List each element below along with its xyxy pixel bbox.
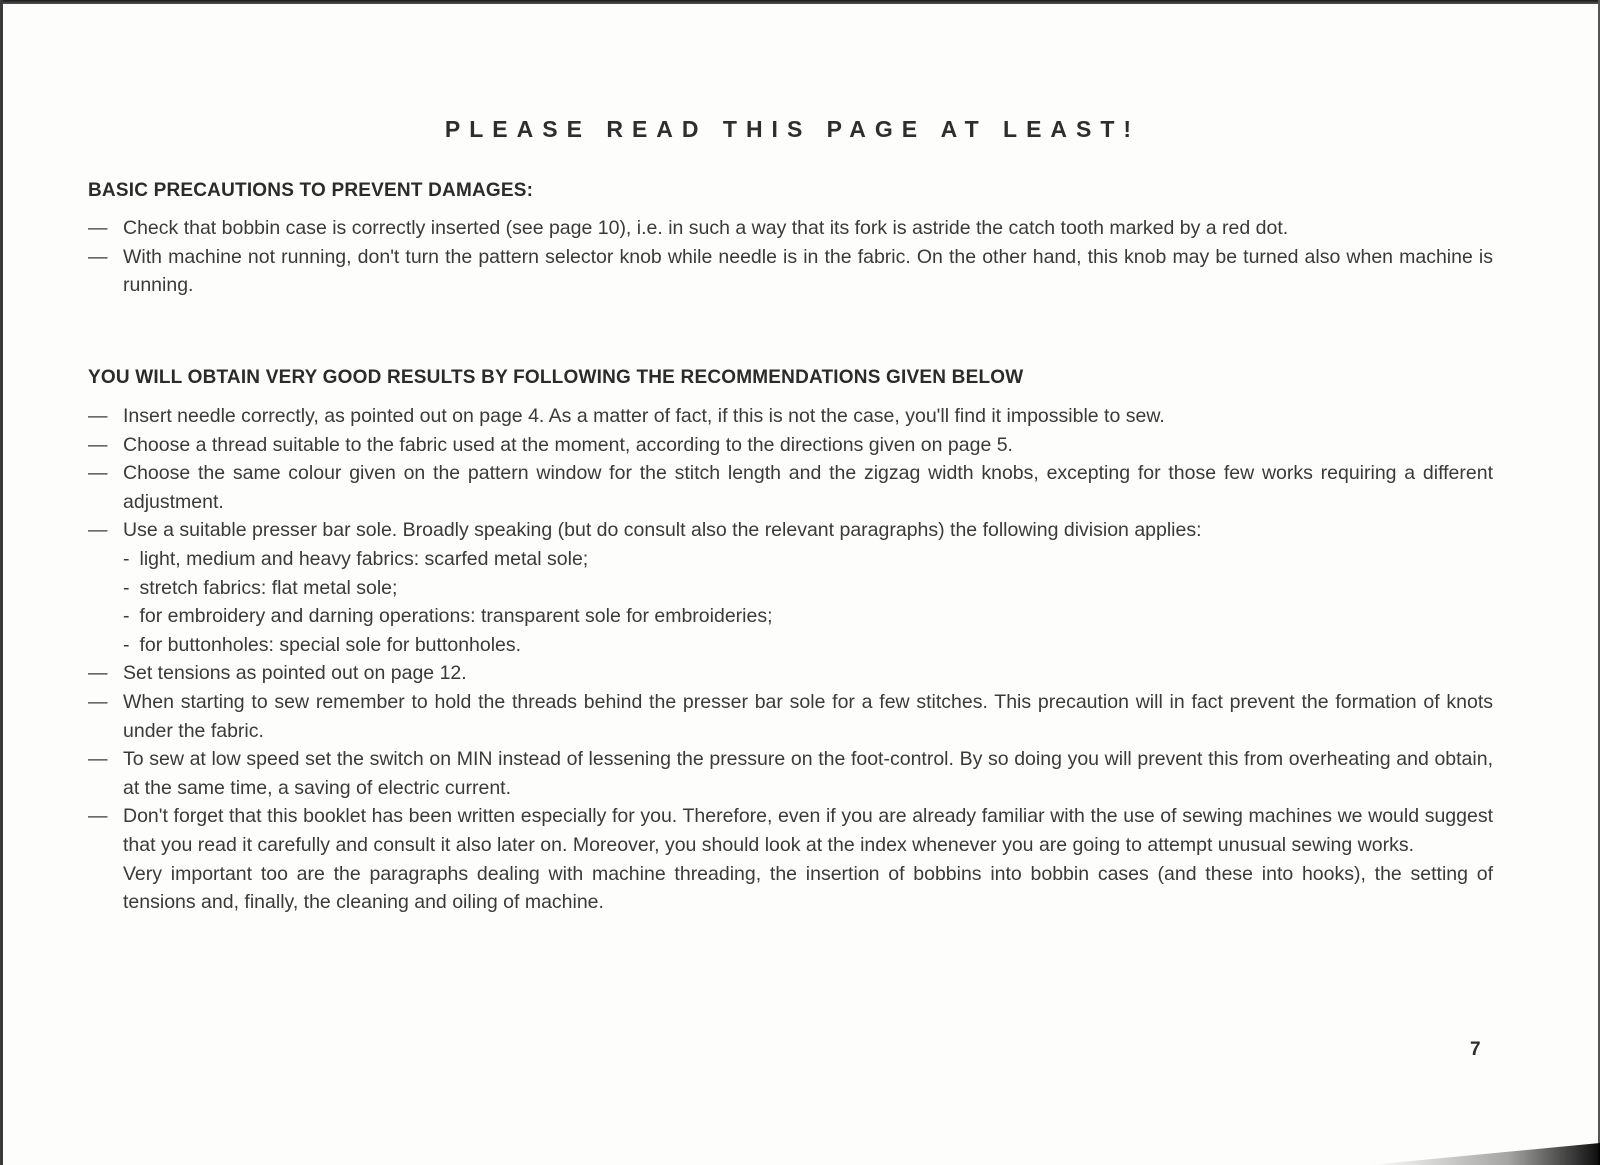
page-number: 7 [1470, 1039, 1481, 1060]
dash-bullet: — [88, 519, 108, 542]
page-top-edge [0, 0, 1600, 4]
page-title: PLEASE READ THIS PAGE AT LEAST! [444, 116, 1141, 142]
recommendations-list [88, 402, 1493, 917]
list-item [88, 802, 1493, 916]
list-item [88, 243, 1493, 300]
list-item [88, 431, 1493, 460]
list-item [88, 745, 1493, 802]
page-left-edge [0, 0, 3, 1165]
list-item-text: Don't forget that this booklet has been written especially for you. Therefore, even if you are already familiar with the use of sewing machines we would suggest that you read it carefully and consult it also later on. Moreover, you should look at the index whenever you are going to attempt unusual sewing works. [123, 805, 1493, 856]
dash-bullet: — [88, 433, 108, 456]
precautions-list [88, 214, 1493, 300]
list-item-text: Choose the same colour given on the pattern window for the stitch length and the zigzag width knobs, excepting for those few works requiring a different adjustment. [123, 462, 1493, 513]
sublist-item-text: stretch fabrics: flat metal sole; [139, 576, 398, 599]
sublist-item-text: light, medium and heavy fabrics: scarfed metal sole; [139, 547, 589, 570]
sublist-item-text: for buttonholes: special sole for buttonholes. [139, 633, 522, 656]
sublist-item-text: for embroidery and darning operations: transparent sole for embroideries; [139, 605, 773, 628]
section-heading-precautions: BASIC PRECAUTIONS TO PREVENT DAMAGES: [88, 180, 534, 201]
sublist-item [123, 545, 1493, 574]
dash-bullet: — [88, 662, 108, 685]
section-heading-recommendations: YOU WILL OBTAIN VERY GOOD RESULTS BY FOLLOWING THE RECOMMENDATIONS GIVEN BELOW [88, 367, 1024, 388]
list-item [88, 516, 1493, 659]
sub-dash-bullet: - [123, 576, 130, 599]
sublist-item [123, 602, 1493, 631]
list-item-text: Check that bobbin case is correctly inserted (see page 10), i.e. in such a way that its fork is astride the catch tooth marked by a red dot. [123, 217, 1289, 239]
list-item [88, 659, 1493, 688]
sublist-item [123, 574, 1493, 603]
dash-bullet: — [88, 462, 108, 485]
dash-bullet: — [88, 748, 108, 771]
list-item-text: Insert needle correctly, as pointed out on page 4. As a matter of fact, if this is not the case, you'll find it impossible to sew. [123, 405, 1165, 427]
dash-bullet: — [88, 805, 108, 828]
list-item [88, 459, 1493, 516]
list-item-text: When starting to sew remember to hold the threads behind the presser bar sole for a few stitches. This precaution will in fact prevent the formation of knots under the fabric. [123, 690, 1493, 742]
list-item [88, 688, 1493, 745]
list-item [88, 402, 1493, 431]
sole-sublist [123, 545, 1493, 659]
list-item-text: With machine not running, don't turn the pattern selector knob while needle is in the fabric. On the other hand, this knob may be turned also when machine is running. [123, 245, 1493, 297]
page-corner-shadow [1370, 1143, 1600, 1165]
closing-paragraph: Very important too are the paragraphs dealing with machine threading, the insertion of bobbins into bobbin cases (and these into hooks), the setting of tensions and, finally, the cleaning and oiling of machine. [123, 862, 1493, 914]
dash-bullet: — [88, 245, 108, 268]
sub-dash-bullet: - [123, 605, 130, 628]
list-item-text: To sew at low speed set the switch on MIN instead of lessening the pressure on the foot-control. By so doing you will prevent this from overheating and obtain, at the same time, a saving of electric current. [123, 748, 1493, 799]
list-item-text: Use a suitable presser bar sole. Broadly speaking (but do consult also the relevant paragraphs) the following division applies: [123, 519, 1202, 542]
list-item-text: Set tensions as pointed out on page 12. [123, 662, 467, 685]
dash-bullet: — [88, 690, 108, 713]
sub-dash-bullet: - [123, 547, 130, 570]
list-item-text: Choose a thread suitable to the fabric used at the moment, according to the directions given on page 5. [123, 433, 1013, 456]
sub-dash-bullet: - [123, 633, 130, 656]
sublist-item [123, 631, 1493, 660]
dash-bullet: — [88, 405, 108, 427]
dash-bullet: — [88, 217, 108, 239]
list-item [88, 214, 1493, 243]
